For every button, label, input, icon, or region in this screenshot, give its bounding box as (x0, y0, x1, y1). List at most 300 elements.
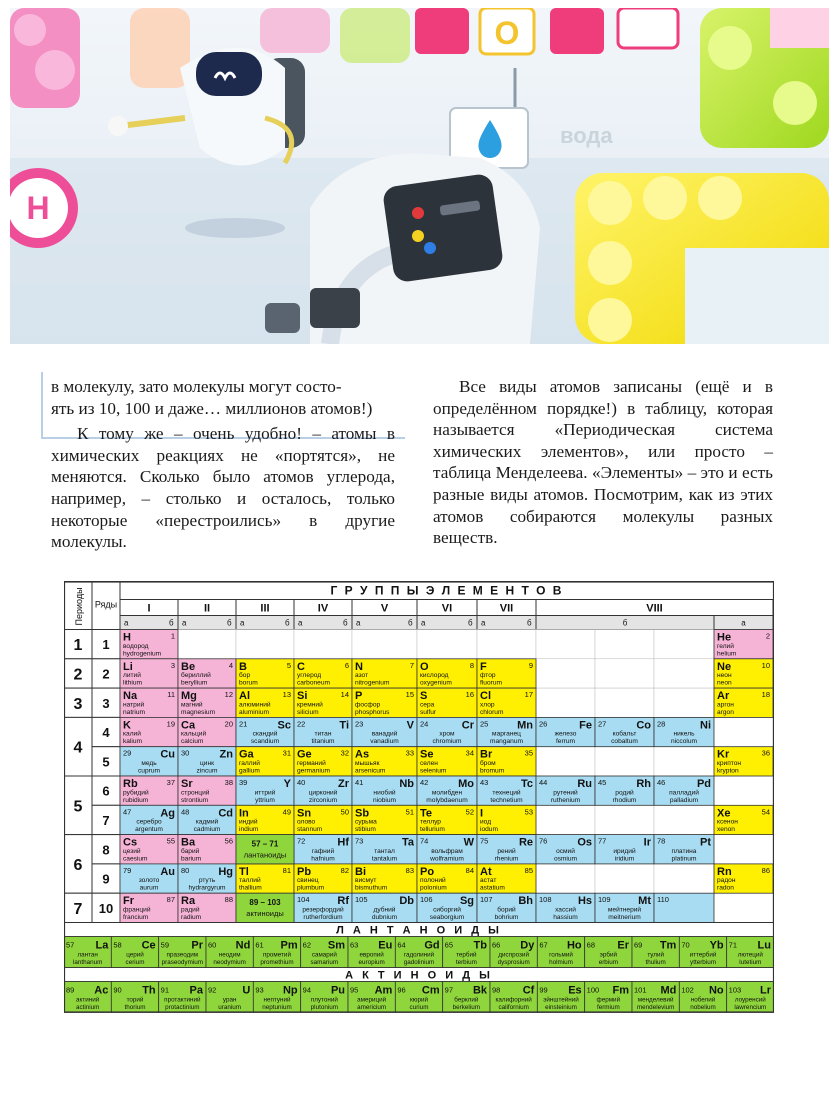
periods-header-label: Периоды (74, 587, 84, 626)
element-symbol: Re (518, 836, 533, 849)
element-name-latin: niccolum (670, 738, 698, 746)
element-name-latin: fluorum (480, 679, 502, 687)
element-symbol: Nb (399, 778, 414, 790)
atomic-number: 70 (681, 940, 690, 950)
element-name-latin: praseodymium (161, 959, 203, 966)
element-name-ru: натрий (123, 701, 145, 709)
row-number: 9 (102, 871, 110, 887)
atomic-number: 37 (166, 778, 175, 787)
atomic-number: 98 (492, 985, 501, 995)
element-name-ru: резерфордий (302, 906, 344, 914)
subgroup-a-label: а (481, 618, 486, 628)
element-name-ru: торий (126, 996, 144, 1004)
element-name-latin: seaborgium (429, 914, 465, 921)
element-name-latin: thallium (239, 884, 262, 892)
element-name-latin: titanium (311, 738, 335, 746)
element-symbol: Mn (517, 719, 533, 732)
element-symbol: Lr (760, 984, 771, 997)
atomic-number: 49 (282, 807, 291, 817)
element-name-ru: висмут (355, 877, 377, 885)
element-name-latin: argon (717, 708, 734, 716)
yellow-brick-icon (575, 173, 829, 344)
atomic-number: 89 (66, 985, 75, 995)
element-name-ru: эйнштейний (543, 996, 579, 1004)
element-symbol: Na (123, 690, 138, 703)
element-name-latin: bohrium (494, 914, 519, 921)
subgroup-a-label: а (182, 618, 187, 628)
element-name-ru: стронций (181, 789, 210, 797)
atomic-number: 95 (350, 985, 359, 995)
element-symbol: S (420, 690, 428, 703)
element-name-latin: cobaltum (611, 738, 638, 746)
atomic-number: 5 (286, 660, 291, 670)
element-symbol: Fm (612, 984, 629, 997)
element-name-latin: argentum (135, 826, 163, 834)
element-name-latin: phosphorus (355, 708, 390, 716)
element-symbol: Au (160, 865, 175, 878)
element-name-latin: strontium (181, 796, 209, 804)
atomic-number: 65 (444, 940, 454, 950)
element-name-latin: lanthanum (72, 959, 103, 966)
element-symbol: No (708, 984, 724, 997)
atomic-number: 45 (598, 778, 607, 787)
group-numeral: VI (441, 602, 453, 615)
element-symbol: Li (123, 660, 133, 673)
element-name-ru: иридий (613, 847, 636, 855)
element-name-ru: актиний (76, 996, 100, 1004)
empty-cell (714, 893, 773, 922)
empty-cell (595, 688, 654, 717)
atomic-number: 17 (524, 690, 533, 700)
element-name-latin: tellurium (420, 826, 445, 834)
periodic-table (64, 578, 774, 1016)
element-name-ru: железо (554, 730, 577, 738)
element-name-ru: полоний (420, 877, 446, 885)
element-name-latin: erbium (598, 959, 618, 966)
element-name-ru: мышьяк (355, 760, 380, 767)
atomic-number: 27 (598, 719, 607, 729)
atomic-number: 16 (465, 690, 474, 700)
element-name-ru: галлий (239, 760, 260, 767)
element-symbol: Be (181, 660, 196, 673)
element-name-latin: magnesium (181, 708, 216, 716)
element-symbol: Np (282, 984, 298, 997)
empty-cell (595, 630, 654, 659)
element-symbol: He (717, 631, 732, 644)
element-name-ru: азот (355, 672, 369, 680)
element-name-latin: caesium (123, 855, 148, 863)
element-name-ru: медь (141, 760, 157, 767)
element-name-ru: иод (480, 818, 492, 826)
element-name-ru: дубний (373, 906, 396, 914)
element-symbol: Gd (424, 939, 440, 952)
element-symbol: Sm (327, 939, 345, 952)
atomic-number: 60 (208, 940, 217, 950)
element-name-latin: cuprum (138, 767, 160, 775)
element-name-ru: никель (673, 730, 695, 738)
element-name-latin: neon (717, 679, 732, 687)
element-name-ru: бериллий (181, 672, 211, 680)
element-name-latin: thorium (124, 1004, 146, 1011)
subgroup-a-label: а (298, 618, 303, 628)
element-symbol: Cd (218, 807, 233, 820)
svg-text:H: H (26, 190, 50, 226)
row-number: 10 (98, 900, 114, 916)
element-name-ru: селен (420, 760, 438, 767)
element-name-latin: chromium (432, 738, 462, 746)
element-name-ru: кислород (420, 672, 449, 680)
element-name-ru: празеодим (166, 951, 199, 959)
lanthanoids-title: Л А Н Т А Н О И Д Ы (336, 924, 502, 937)
element-name-ru: иттрий (254, 789, 276, 797)
element-symbol: Xe (717, 807, 731, 820)
element-symbol: Rn (717, 865, 732, 878)
atomic-number: 75 (480, 836, 489, 846)
element-symbol: Cl (480, 690, 491, 703)
element-symbol: Fe (579, 719, 592, 732)
element-name-ru: магний (181, 701, 203, 709)
empty-cell (595, 659, 654, 688)
atomic-number: 69 (634, 940, 643, 950)
element-name-latin: borum (239, 679, 258, 687)
subgroup-a-label: а (240, 618, 245, 628)
element-symbol: Tm (659, 939, 677, 952)
element-name-ru: теллур (420, 818, 441, 826)
element-symbol: P (355, 690, 363, 703)
empty-cell (536, 805, 595, 834)
element-name-ru: нобелий (690, 996, 716, 1004)
atomic-number: 6 (344, 660, 349, 670)
element-symbol: Po (420, 865, 435, 878)
element-name-ru: прометий (263, 951, 291, 959)
element-name-ru: радон (717, 877, 736, 885)
element-symbol: I (480, 807, 484, 820)
element-symbol: Cm (421, 984, 440, 997)
element-name-ru: технеций (492, 789, 521, 797)
element-name-ru: америций (357, 996, 387, 1004)
element-name-ru: барий (181, 847, 200, 855)
atomic-number: 53 (524, 807, 533, 817)
atomic-number: 79 (123, 865, 132, 875)
element-name-latin: curium (409, 1004, 429, 1011)
element-name-latin: beryllium (181, 679, 208, 687)
atomic-number: 72 (297, 836, 306, 846)
atomic-number: 96 (397, 985, 406, 995)
atomic-number: 39 (239, 778, 248, 787)
element-name-latin: krypton (717, 767, 739, 775)
element-symbol: Pb (297, 865, 312, 878)
atomic-number: 36 (761, 748, 770, 758)
element-name-latin: stannum (297, 826, 323, 834)
element-symbol: Rh (636, 778, 651, 790)
atomic-number: 24 (420, 719, 429, 729)
atomic-number: 22 (297, 719, 306, 729)
element-symbol: Yb (709, 939, 724, 952)
period-number: 7 (73, 900, 83, 918)
element-symbol: Cr (461, 719, 474, 732)
element-symbol: Ge (297, 748, 312, 761)
element-name-latin: rhenium (494, 855, 519, 863)
atomic-number: 105 (355, 895, 368, 905)
empty-cell (654, 688, 714, 717)
empty-cell (654, 630, 714, 659)
atomic-number: 67 (539, 940, 548, 950)
element-name-latin: mendelevium (636, 1004, 675, 1011)
atomic-number: 47 (123, 807, 132, 817)
element-name-latin: stibium (355, 826, 376, 834)
atomic-number: 99 (539, 985, 548, 995)
atomic-number: 19 (166, 719, 175, 729)
element-name-latin: ferrum (555, 738, 576, 746)
element-symbol: At (480, 865, 492, 878)
element-name-ru: рубидий (123, 789, 149, 797)
element-name-latin: rutherfordium (303, 914, 343, 921)
element-name-ru: таллий (239, 877, 261, 885)
atomic-number: 91 (160, 985, 170, 995)
element-name-latin: lawrencium (734, 1004, 767, 1011)
element-name-latin: aluminium (239, 708, 270, 716)
element-name-latin: dysprosium (497, 959, 530, 966)
atomic-number: 74 (420, 836, 429, 846)
element-symbol: Mo (458, 778, 474, 790)
element-name-latin: iodum (480, 826, 498, 834)
element-symbol: Kr (717, 748, 730, 761)
element-symbol: Sc (277, 719, 291, 732)
atomic-number: 68 (586, 940, 596, 950)
element-name-ru: золото (138, 877, 160, 885)
row-number: 5 (102, 754, 110, 770)
element-name-ru: сурьма (355, 818, 377, 826)
subgroup-b-label: б (343, 618, 348, 628)
element-name-latin: americium (357, 1004, 387, 1011)
row-number: 1 (102, 637, 110, 653)
element-name-ru: борий (497, 906, 516, 914)
atomic-number: 32 (340, 748, 349, 758)
atomic-number: 14 (340, 690, 349, 700)
rows-header-label: Ряды (94, 599, 118, 610)
atomic-number: 104 (297, 895, 310, 905)
series-ref-range: 89 – 103 (249, 898, 281, 908)
element-name-ru: лоуренсий (734, 996, 766, 1004)
element-name-ru: палладий (669, 789, 699, 797)
empty-cell (595, 864, 654, 893)
element-name-latin: oxygenium (420, 679, 452, 687)
element-name-ru: гафний (311, 847, 335, 855)
element-name-ru: осмий (556, 847, 575, 855)
element-symbol: O (420, 660, 429, 673)
element-symbol: Er (617, 939, 629, 952)
element-symbol: Ar (717, 690, 730, 703)
element-name-latin: vanadium (370, 738, 399, 746)
atomic-number: 28 (657, 719, 666, 729)
subgroup-b-label: б (408, 618, 413, 628)
group-numeral: VIII (646, 602, 663, 615)
element-name-latin: indium (239, 826, 259, 834)
element-name-ru: германий (297, 760, 326, 767)
atomic-number: 101 (634, 985, 647, 995)
atomic-number: 59 (160, 940, 170, 950)
text-paragraph: Все виды атомов записаны (ещё и в определённом порядке!) в таблицу, которая называется «Периодическая система химических элементов», или просто – таблица Менделеева. «Элементы» – это и есть разные виды атомов. Посмотрим, как из этих атомов собираются молекулы разных веществ. (433, 377, 773, 548)
element-name-ru: фосфор (355, 701, 381, 709)
element-symbol: V (406, 719, 414, 732)
atomic-number: 31 (282, 748, 291, 758)
element-name-ru: кадмий (195, 818, 219, 826)
element-symbol: Db (399, 895, 414, 908)
atomic-number: 35 (524, 748, 533, 758)
period-number: 4 (73, 739, 83, 757)
atomic-number: 29 (123, 748, 132, 758)
element-name-ru: берклий (454, 996, 479, 1004)
atomic-number: 38 (224, 778, 233, 787)
element-symbol: Al (239, 690, 250, 703)
empty-cell (714, 717, 773, 746)
element-name-latin: francium (123, 914, 149, 921)
atomic-number: 50 (340, 807, 349, 817)
atomic-number: 100 (586, 985, 600, 995)
element-name-latin: holmium (549, 959, 573, 966)
element-name-ru: сиборгий (433, 906, 461, 914)
element-name-latin: neptunium (262, 1004, 292, 1011)
element-name-latin: rubidium (123, 796, 149, 804)
element-name-ru: кальций (181, 730, 207, 738)
element-name-ru: молибден (431, 789, 463, 797)
element-name-latin: helium (717, 650, 737, 658)
element-name-latin: molybdaenum (426, 796, 468, 804)
element-symbol: Sg (459, 895, 474, 908)
element-symbol: Pd (696, 778, 711, 790)
element-name-ru: кобальт (612, 730, 637, 738)
element-symbol: Ir (643, 836, 651, 849)
element-symbol: Tc (520, 778, 533, 790)
element-name-latin: sulfur (420, 708, 437, 716)
svg-text:O: O (494, 15, 520, 51)
atomic-number: 26 (539, 719, 548, 729)
empty-cell (352, 630, 417, 659)
subgroup-b-label: б (468, 618, 473, 628)
element-name-ru: аргон (717, 701, 734, 709)
element-name-ru: калифорний (495, 996, 532, 1004)
element-symbol: Cs (123, 836, 138, 849)
element-name-ru: фермий (596, 996, 621, 1004)
empty-cell (654, 864, 714, 893)
element-name-ru: бор (239, 672, 251, 680)
element-symbol: Br (480, 748, 493, 761)
element-symbol: Zr (338, 778, 349, 790)
element-name-latin: hydrargyrum (188, 884, 226, 892)
element-name-latin: cadmium (193, 826, 221, 834)
element-symbol: Mg (181, 690, 197, 703)
element-symbol: Bh (518, 895, 533, 908)
atomic-number: 56 (224, 836, 233, 846)
actinoids-title: А К Т И Н О И Д Ы (345, 969, 493, 982)
element-symbol: Eu (378, 939, 393, 952)
groups-title: Г Р У П П Ы Э Л Е М Е Н Т О В (330, 583, 564, 598)
subgroup-b-label: б (527, 618, 532, 628)
element-name-latin: niobium (372, 796, 397, 804)
period-number: 3 (73, 695, 83, 713)
row-number: 4 (102, 725, 110, 741)
element-name-latin: astatium (480, 884, 505, 892)
element-name-latin: scandium (250, 738, 280, 746)
atomic-number: 66 (492, 940, 501, 950)
element-name-ru: хлор (480, 701, 495, 709)
element-name-ru: менделевий (637, 996, 674, 1004)
element-name-latin: einsteinium (545, 1004, 577, 1011)
atomic-number: 8 (469, 660, 474, 670)
atomic-number: 64 (397, 940, 406, 950)
atomic-number: 85 (524, 865, 533, 875)
element-name-ru: ртуть (198, 877, 216, 885)
element-name-ru: алюминий (239, 701, 271, 709)
atomic-number: 62 (302, 940, 312, 950)
atomic-number: 107 (480, 895, 493, 905)
period-number: 6 (73, 856, 83, 874)
element-name-latin: platinum (671, 855, 697, 863)
element-name-latin: zincum (196, 767, 218, 775)
element-name-ru: неон (717, 672, 732, 680)
element-name-latin: californium (498, 1004, 529, 1011)
atomic-number: 13 (282, 690, 291, 700)
element-name-latin: uranium (218, 1004, 242, 1011)
element-name-ru: лантан (77, 951, 98, 959)
element-name-ru: вольфрам (431, 847, 463, 855)
atomic-number: 90 (113, 985, 122, 995)
empty-cell (536, 864, 595, 893)
empty-cell (654, 747, 714, 776)
element-symbol: Mt (638, 895, 651, 908)
text-line: в молекулу, зато молекулы могут состо- (51, 377, 342, 396)
empty-cell (477, 630, 536, 659)
element-name-ru: криптон (717, 760, 742, 767)
subgroup-a-label: а (124, 618, 129, 628)
element-name-ru: цезий (123, 847, 141, 855)
element-name-ru: бром (480, 760, 496, 767)
element-symbol: Rf (337, 895, 349, 908)
text-column-left (51, 376, 395, 553)
element-name-ru: хром (439, 730, 455, 738)
element-name-latin: zirconium (308, 796, 338, 804)
row-number: 7 (102, 812, 110, 828)
atomic-number: 4 (228, 660, 233, 670)
atomic-number: 81 (282, 865, 291, 875)
element-name-latin: tantalum (371, 855, 398, 863)
atomic-number: 94 (302, 985, 312, 995)
element-symbol: Am (374, 984, 393, 997)
element-name-latin: actinium (75, 1004, 100, 1011)
element-name-latin: ruthenium (550, 796, 581, 804)
atomic-number: 40 (297, 778, 306, 787)
element-symbol: Y (283, 778, 291, 790)
group-numeral: IV (317, 602, 329, 615)
element-name-latin: polonium (420, 884, 447, 892)
element-symbol: Sn (297, 807, 312, 820)
element-name-ru: гадолиний (403, 951, 435, 959)
element-name-latin: meitnerium (608, 914, 641, 921)
empty-cell (236, 630, 294, 659)
element-symbol: Rb (123, 778, 138, 790)
element-name-latin: protactinium (165, 1004, 200, 1011)
element-symbol: H (123, 631, 131, 644)
element-symbol: Hs (577, 895, 592, 908)
element-name-latin: plumbum (297, 884, 325, 892)
group-numeral: VII (499, 602, 514, 615)
element-symbol: Cf (522, 984, 535, 997)
atomic-number: 71 (728, 940, 738, 950)
subgroup-b-label: б (622, 618, 628, 628)
element-symbol: Lu (757, 939, 771, 952)
atomic-number: 58 (113, 940, 122, 950)
element-name-ru: скандий (252, 730, 278, 738)
